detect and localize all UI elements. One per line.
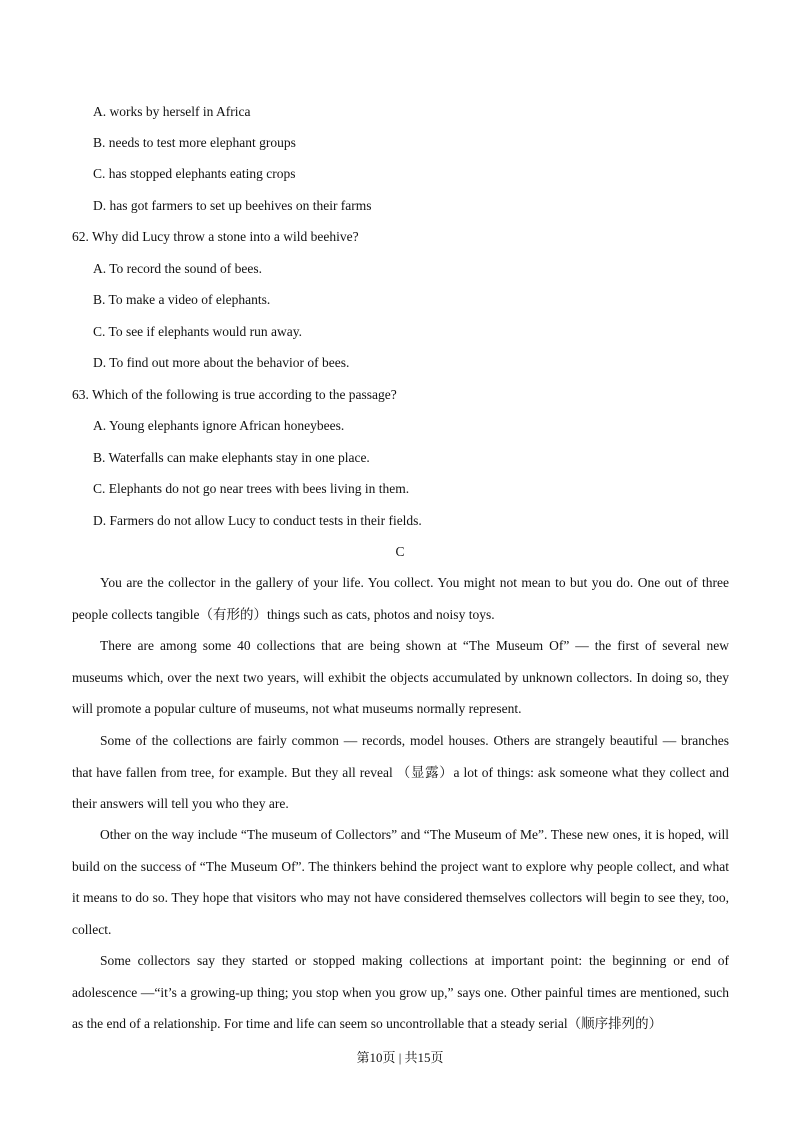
q63-option-a: A. Young elephants ignore African honeybees. (93, 418, 345, 433)
q62-option-d: D. To find out more about the behavior of bees. (93, 355, 350, 370)
q63-option-b: B. Waterfalls can make elephants stay in one place. (93, 450, 370, 465)
passage-paragraph-4: Other on the way include “The museum of Collectors” and “The Museum of Me”. These new ones, it is hoped, will build on the success of “The Museum Of”. The thinkers behind the project want to explore why people collect, and what it means to do so. They hope that visitors who may not have considered themselves collectors will begin to see they, too, collect. (72, 827, 729, 937)
q61-option-c: C. has stopped elephants eating crops (93, 166, 296, 181)
q62-stem: 62. Why did Lucy throw a stone into a wild beehive? (72, 229, 359, 244)
q63-option-d: D. Farmers do not allow Lucy to conduct tests in their fields. (93, 513, 422, 528)
page-footer: 第10页 | 共15页 (356, 1050, 444, 1065)
q61-option-b: B. needs to test more elephant groups (93, 135, 296, 150)
q63-option-c: C. Elephants do not go near trees with bees living in them. (93, 481, 410, 496)
q62-option-b: B. To make a video of elephants. (93, 292, 271, 307)
section-label: C (395, 544, 405, 559)
q63-stem: 63. Which of the following is true according to the passage? (72, 387, 397, 402)
passage-paragraph-5: Some collectors say they started or stopped making collections at important point: the beginning or end of adolescence —“it’s a growing-up thing; you stop when you grow up,” says one. Other painful times are mentioned, such as the end of a relationship. For time and life can seem so uncontrollable that a steady serial（顺序排列的） (72, 953, 729, 1031)
q62-option-c: C. To see if elephants would run away. (93, 324, 303, 339)
passage-paragraph-3: Some of the collections are fairly common — records, model houses. Others are strangely beautiful — branches that have fallen from tree, for example. But they all reveal （显露）a lot of things: ask someone what they collect and their answers will tell you who they are. (72, 733, 729, 811)
q61-option-a: A. works by herself in Africa (93, 104, 251, 119)
passage-paragraph-1: You are the collector in the gallery of your life. You collect. You might not mean to but you do. One out of three people collects tangible（有形的）things such as cats, photos and noisy toys. (72, 575, 729, 622)
q62-option-a: A. To record the sound of bees. (93, 261, 263, 276)
q61-option-d: D. has got farmers to set up beehives on their farms (93, 198, 372, 213)
passage-paragraph-2: There are among some 40 collections that are being shown at “The Museum Of” — the first of several new museums which, over the next two years, will exhibit the objects accumulated by unknown collectors. In doing so, they will promote a popular culture of museums, not what museums normally represent. (72, 638, 729, 716)
